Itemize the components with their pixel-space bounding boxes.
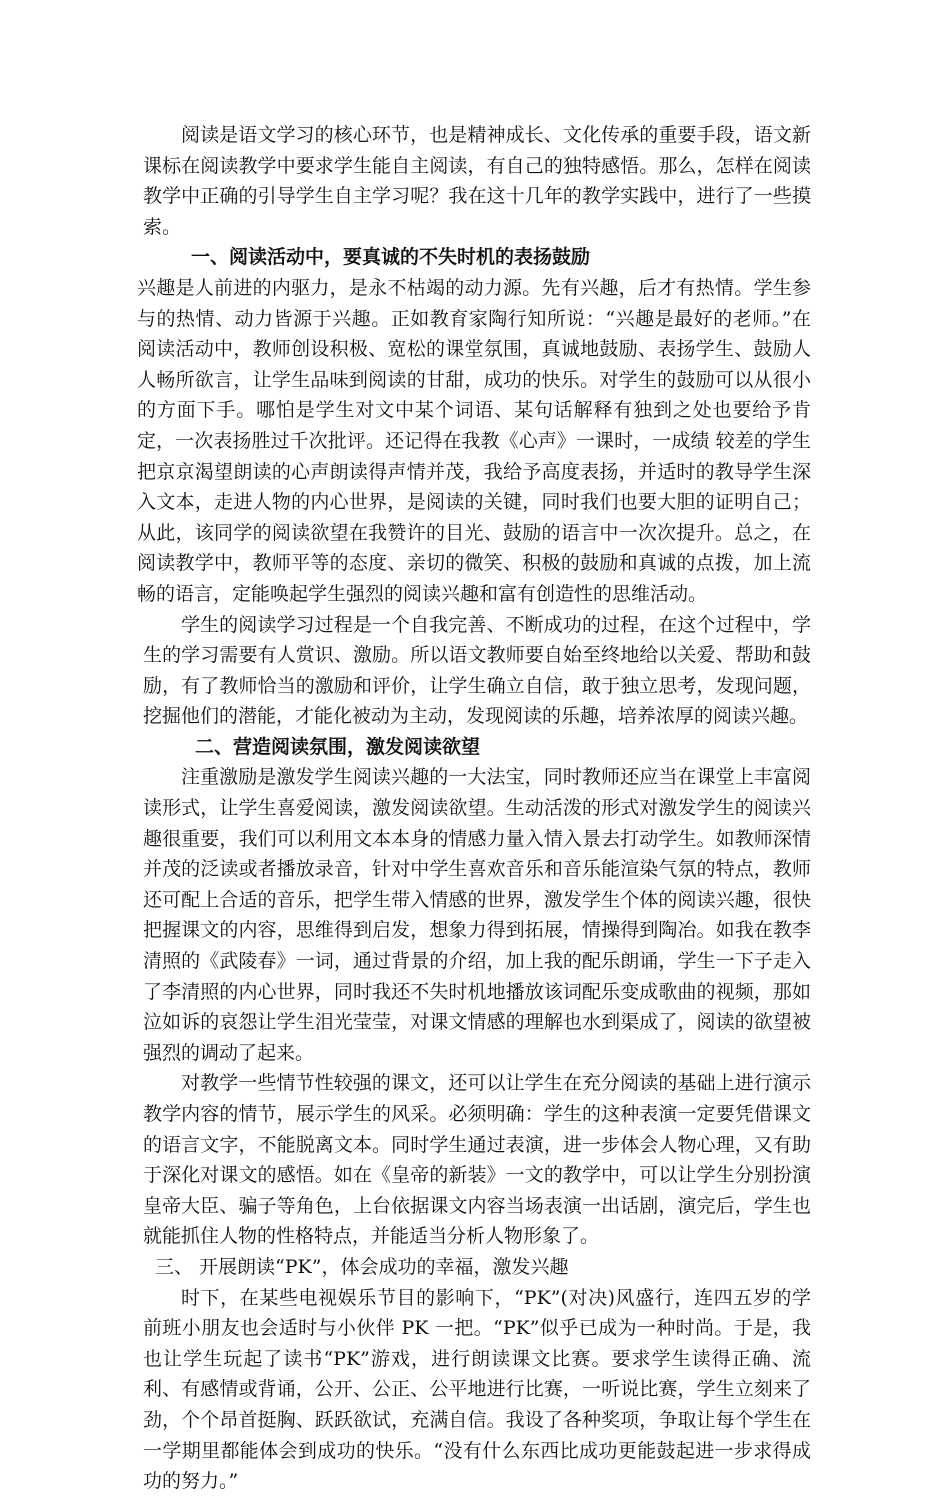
section-1-heading: 一、阅读活动中，要真诚的不失时机的表扬鼓励: [191, 246, 591, 269]
section-2-heading: 二、营造阅读氛围，激发阅读欲望: [195, 735, 481, 758]
document-page: [137, 120, 811, 1497]
section-3-heading: 三、 开展朗读“PK”，体会成功的幸福，激发兴趣: [155, 1255, 569, 1278]
section-1-paragraph-1: 兴趣是人前进的内驱力，是永不枯竭的动力源。先有兴趣，后才有热情。学生参与的热情、动力皆源于兴趣。正如教育家陶行知所说：“兴趣是最好的老师。”在阅读活动中，教师创设积极、宽松的课堂氛围，真诚地鼓励、表扬学生、鼓励人人畅所欲言，让学生品味到阅读的甘甜，成功的快乐。对学生的鼓励可以从很小的方面下手。哪怕是学生对文中某个词语、某句话解释有独到之处也要给予肯定，一次表扬胜过千次批评。还记得在我教《心声》一课时，一成绩 较差的学生把京京渴望朗读的心声朗读得声情并茂，我给予高度表扬，并适时的教导学生深入文本，走进人物的内心世界，是阅读的关键，同时我们也要大胆的证明自己；从此，该同学的阅读欲望在我赞许的目光、鼓励的语言中一次次提升。总之，在阅读教学中，教师平等的态度、亲切的微笑、积极的鼓励和真诚的点拨，加上流畅的语言，定能唤起学生强烈的阅读兴趣和富有创造性的思维活动。: [137, 276, 811, 605]
section-1-paragraph-2: 学生的阅读学习过程是一个自我完善、不断成功的过程，在这个过程中，学生的学习需要有人赏识、激励。所以语文教师要自始至终地给以关爱、帮助和鼓励，有了教师恰当的激励和评价，让学生确立自信，敢于独立思考，发现问题，挖掘他们的潜能，才能化被动为主动，发现阅读的乐趣，培养浓厚的阅读兴趣。: [143, 613, 811, 728]
intro-paragraph: 阅读是语文学习的核心环节，也是精神成长、文化传承的重要手段，语文新课标在阅读教学中要求学生能自主阅读，有自己的独特感悟。那么，怎样在阅读教学中正确的引导学生自主学习呢？我在这十几年的教学实践中，进行了一些摸索。: [143, 124, 811, 238]
section-2-paragraph-2: 对教学一些情节性较强的课文，还可以让学生在充分阅读的基础上进行演示教学内容的情节，展示学生的风采。必须明确：学生的这种表演一定要凭借课文的语言文字，不能脱离文本。同时学生通过表演，进一步体会人物心理，又有助于深化对课文的感悟。如在《皇帝的新装》一文的教学中，可以让学生分别扮演皇帝大臣、骗子等角色，上台依据课文内容当场表演一出话剧，演完后，学生也就能抓住人物的性格特点，并能适当分析人物形象了。: [143, 1072, 811, 1248]
section-2-paragraph-1: 注重激励是激发学生阅读兴趣的一大法宝，同时教师还应当在课堂上丰富阅读形式，让学生喜爱阅读，激发阅读欲望。生动活泼的形式对激发学生的阅读兴趣很重要，我们可以利用文本本身的情感力量入情入景去打动学生。如教师深情并茂的泛读或者播放录音，针对中学生喜欢音乐和音乐能渲染气氛的特点，教师还可配上合适的音乐，把学生带入情感的世界，激发学生个体的阅读兴趣，很快把握课文的内容，思维得到启发，想象力得到拓展，情操得到陶冶。如我在教李清照的《武陵春》一词，通过背景的介绍，加上我的配乐朗诵，学生一下子走入了李清照的内心世界，同时我还不失时机地播放该词配乐变成歌曲的视频，那如泣如诉的哀怨让学生泪光莹莹，对课文情感的理解也水到渠成了，阅读的欲望被强烈的调动了起来。: [143, 766, 811, 1064]
section-3-paragraph-1: 时下，在某些电视娱乐节目的影响下，“PK”(对决)风盛行，连四五岁的学前班小朋友也会适时与小伙伴 PK 一把。“PK”似乎已成为一种时尚。于是，我也让学生玩起了读书“PK”游戏，进行朗读课文比赛。要求学生读得正确、流利、有感情或背诵，公开、公正、公平地进行比赛，一听说比赛，学生立刻来了劲，个个昂首挺胸、跃跃欲试，充满自信。我设了各种奖项，争取让每个学生在一学期里都能体会到成功的快乐。“没有什么东西比成功更能鼓起进一步求得成功的努力。”: [143, 1286, 811, 1493]
